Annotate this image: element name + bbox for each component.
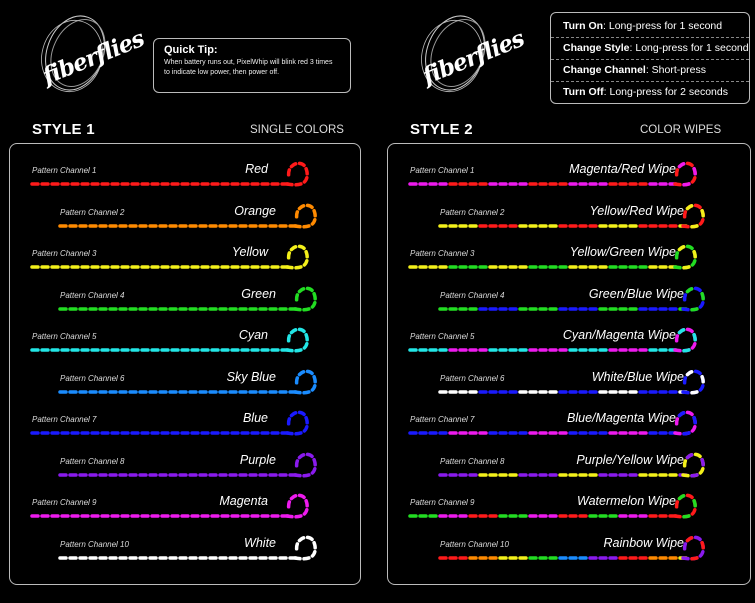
channel-label: Pattern Channel 7 [410,415,475,424]
channel-label: Pattern Channel 2 [60,207,125,217]
fiber-strand [388,281,750,321]
pattern-name: Cyan/Magenta Wipe [562,328,676,342]
instruction-label: Change Channel [563,64,646,76]
pattern-name: Yellow/Red Wipe [589,203,684,218]
channel-label: Pattern Channel 2 [440,207,505,217]
channel-row [10,447,360,483]
strand-loop [287,329,307,350]
logo-wordmark: fiberflies [38,25,148,90]
channel-row [10,156,360,192]
quick-tip-box [153,38,351,93]
instruction-text: : Short-press [645,64,706,76]
channel-row [388,488,750,524]
strand-loop [287,163,307,184]
channel-row [388,322,750,358]
channel-row [10,405,360,441]
strand-loop [295,288,315,309]
pattern-name: Rainbow Wipe [603,535,684,550]
channel-label: Pattern Channel 10 [440,539,509,549]
strand-loop [287,412,307,433]
channel-row [388,281,750,317]
instruction-text: : Long-press for 2 seconds [603,86,728,98]
fiber-strand [388,447,750,487]
pattern-name: White [244,535,276,550]
fiber-strand [388,364,750,404]
channel-row [10,198,360,234]
channel-row [10,530,360,566]
fiber-strand [10,447,360,487]
channel-row [388,364,750,400]
channel-row [10,364,360,400]
channel-row [388,447,750,483]
fiber-strand [10,198,360,238]
style2-title: STYLE 2 [410,121,473,138]
channel-row [10,322,360,358]
channel-label: Pattern Channel 8 [440,456,505,466]
style1-panel [9,143,361,585]
strand-loop [295,371,315,392]
style1-title: STYLE 1 [32,121,95,138]
channel-label: Pattern Channel 8 [60,456,125,466]
channel-label: Pattern Channel 4 [440,290,505,300]
quick-tip-title: Quick Tip: [164,44,218,56]
channel-row [388,530,750,566]
channel-label: Pattern Channel 3 [32,249,97,258]
pattern-name: Magenta [219,494,268,508]
channel-label: Pattern Channel 3 [410,249,475,258]
channel-label: Pattern Channel 9 [410,498,475,507]
channel-row [10,488,360,524]
instruction-row [551,16,749,38]
pattern-name: Yellow [231,245,268,259]
style1-subtitle: SINGLE COLORS [250,124,344,136]
channel-label: Pattern Channel 6 [60,373,125,383]
fiber-strand [10,488,360,528]
fiber-strand [388,530,750,570]
fiber-strand [10,322,360,362]
instruction-row [551,60,749,82]
strand-loop [295,454,315,475]
channel-label: Pattern Channel 7 [32,415,97,424]
pattern-name: Green [241,286,276,301]
fiberflies-logo-right [410,8,535,103]
channel-row [10,239,360,275]
fiber-strand [10,239,360,279]
style2-subtitle: COLOR WIPES [640,124,722,136]
pattern-name: Purple [239,452,276,467]
instruction-row [551,38,749,60]
instruction-label: Turn On [563,20,604,32]
strand-loop [295,537,315,558]
strand-loop [295,205,315,226]
style2-panel [387,143,751,585]
instruction-label: Turn Off [563,86,604,98]
instruction-row [551,82,749,103]
channel-row [388,156,750,192]
channel-row [10,281,360,317]
pattern-name: Sky Blue [226,369,276,384]
instruction-text: : Long-press for 1 second [603,20,723,32]
fiber-strand [10,156,360,196]
pattern-name: Orange [234,203,276,218]
pattern-name: Red [245,162,268,176]
quick-tip-body: When battery runs out, PixelWhip will blink red 3 times to indicate low power, then power off. [164,59,333,76]
fiber-strand [10,364,360,404]
channel-label: Pattern Channel 1 [32,166,97,175]
pattern-name: Watermelon Wipe [577,494,676,508]
strand-loop [287,246,307,267]
channel-label: Pattern Channel 1 [410,166,475,175]
channel-row [388,239,750,275]
channel-label: Pattern Channel 10 [60,539,129,549]
pattern-name: Blue/Magenta Wipe [567,411,676,425]
instructions-box [550,12,750,104]
logo-wordmark: fiberflies [418,25,528,90]
channel-label: Pattern Channel 9 [32,498,97,507]
fiber-strand [388,198,750,238]
pattern-name: Cyan [238,328,268,342]
channel-label: Pattern Channel 6 [440,373,505,383]
strand-loop [287,495,307,516]
pattern-name: Purple/Yellow Wipe [576,452,684,467]
fiberflies-logo-left [30,8,155,103]
fiber-strand [10,281,360,321]
pattern-name: White/Blue Wipe [591,369,684,384]
channel-label: Pattern Channel 5 [32,332,97,341]
pattern-name: Yellow/Green Wipe [569,245,676,259]
instruction-text: : Long-press for 1 second [629,42,749,54]
fiber-strand [10,405,360,445]
fiber-strand [10,530,360,570]
fiber-strand [388,488,750,528]
channel-row [388,198,750,234]
channel-label: Pattern Channel 5 [410,332,475,341]
channel-label: Pattern Channel 4 [60,290,125,300]
channel-row [388,405,750,441]
pattern-name: Magenta/Red Wipe [569,162,676,176]
instruction-label: Change Style [563,42,630,54]
pattern-name: Blue [242,411,268,425]
pattern-name: Green/Blue Wipe [588,286,684,301]
